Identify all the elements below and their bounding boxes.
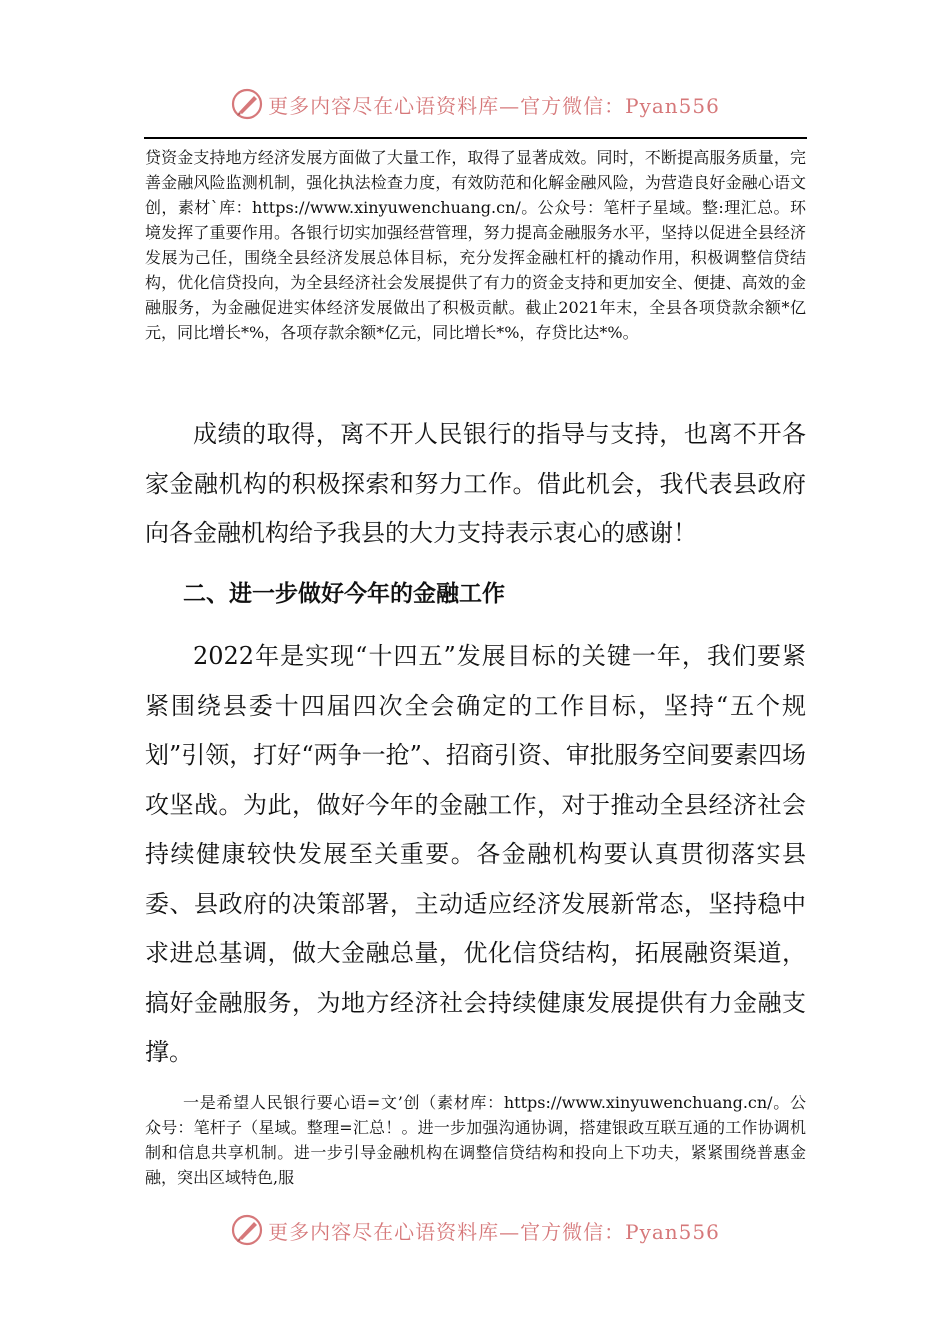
- watermark-text: 更多内容尽在心语资料库—官方微信：Pyan556: [268, 93, 720, 118]
- paragraph-thanks: 成绩的取得，离不开人民银行的指导与支持，也离不开各家金融机构的积极探索和努力工作。借此机会，我代表县政府向各金融机构给予我县的大力支持表示衷心的感谢！: [145, 420, 806, 547]
- watermark-text: 更多内容尽在心语资料库—官方微信：Pyan556: [268, 1219, 720, 1244]
- pen-logo-icon: [230, 1213, 264, 1247]
- watermark-banner-bottom: [0, 1208, 950, 1252]
- pen-logo-icon: [230, 87, 264, 121]
- paragraph-financial-support: 贷资金支持地方经济发展方面做了大量工作，取得了显著成效。同时，不断提高服务质量，完善金融风险监测机制，强化执法检查力度，有效防范和化解金融风险，为营造良好金融心语文创，素材`库：https://www.xinyuwenchuang.cn/。公众号：笔杆子星域。整:理汇总。环境发挥了重要作用。各银行切实加强经营管理，努力提高金融服务水平，坚持以促进全县经济发展为己任，围绕全县经济发展总体目标，充分发挥金融杠杆的撬动作用，积极调整信贷结构，优化信贷投向，为全县经济社会发展提供了有力的资金支持和更加安全、便捷、高效的金融服务，为金融促进实体经济发展做出了积极贡献。截止2021年末，全县各项贷款余额*亿元，同比增长*%，各项存款余额*亿元，同比增长*%，存贷比达*%。: [145, 148, 806, 342]
- paragraph-2022-goals: 2022年是实现“十四五”发展目标的关键一年，我们要紧紧围绕县委十四届四次全会确定的工作目标，坚持“五个规划”引领，打好“两争一抢”、招商引资、审批服务空间要素四场攻坚战。为此，做好今年的金融工作，对于推动全县经济社会持续健康较快发展至关重要。各金融机构要认真贯彻落实县委、县政府的决策部署，主动适应经济发展新常态，坚持稳中求进总基调，做大金融总量，优化信贷结构，拓展融资渠道，搞好金融服务，为地方经济社会持续健康发展提供有力金融支撑。: [145, 642, 806, 1066]
- section-heading: 二、进一步做好今年的金融工作: [183, 581, 505, 607]
- paragraph-pboc-hope: 一是希望人民银行要心语=文’创（素材库：https://www.xinyuwenchuang.cn/。公众号：笔杆子（星域。整理=汇总！。进一步加强沟通协调，搭建银政互联互通的工作协调机制和信息共享机制。进一步引导金融机构在调整信贷结构和投向上下功夫，紧紧围绕普惠金融，突出区域特色,服: [145, 1093, 806, 1187]
- watermark-banner-top: [0, 82, 950, 126]
- header-divider: [144, 137, 807, 139]
